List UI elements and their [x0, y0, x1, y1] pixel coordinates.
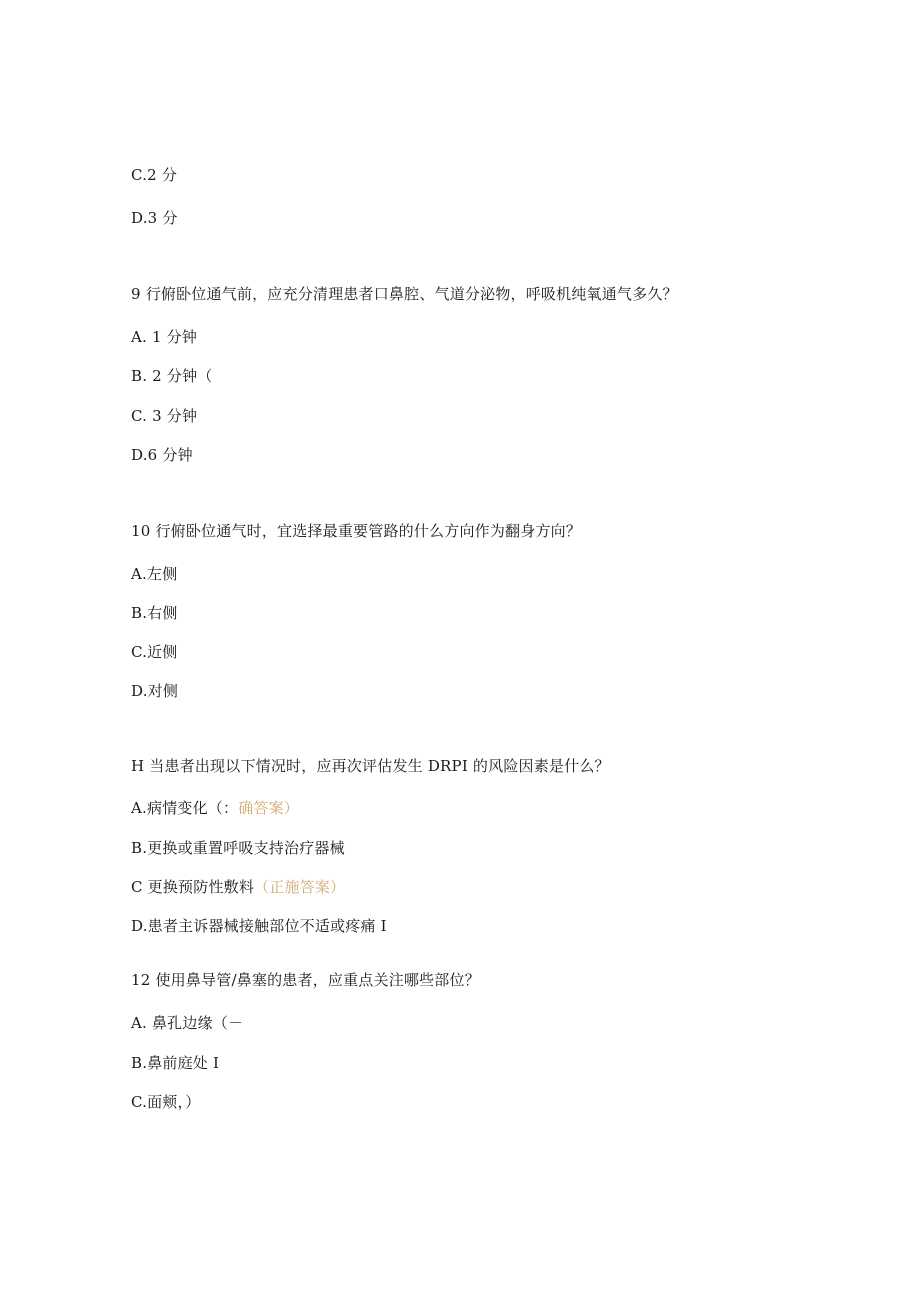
option-a-q12: A. 鼻孔边缘（－ [131, 1014, 244, 1032]
answer-annotation: 确答案） [238, 799, 300, 817]
option-c-q11 [131, 877, 345, 897]
option-b-q12: B.鼻前庭处 I [131, 1054, 220, 1072]
answer-annotation: （正施答案） [254, 878, 346, 896]
option-d-q10: D.对侧 [131, 682, 179, 700]
question-11: H 当患者出现以下情况时，应再次评估发生 DRPI 的风险因素是什么？ [131, 757, 610, 775]
option-b-q9: B. 2 分钟（ [131, 367, 213, 385]
option-c-q9: C. 3 分钟 [131, 407, 198, 425]
option-c-q8: C.2 分 [131, 166, 178, 184]
option-c-q10: C.近侧 [131, 643, 178, 661]
question-10: 10 行俯卧位通气时，宜选择最重要管路的什么方向作为翻身方向？ [131, 522, 582, 540]
option-c-q11-text: C 更换预防性敷料 [131, 878, 255, 896]
option-a-q10: A.左侧 [131, 565, 178, 583]
option-a-q11 [131, 798, 299, 818]
question-12: 12 使用鼻导管/鼻塞的患者，应重点关注哪些部位？ [131, 971, 480, 989]
option-d-q11: D.患者主诉器械接触部位不适或疼痛 I [131, 917, 387, 935]
option-b-q10: B.右侧 [131, 604, 178, 622]
option-d-q8: D.3 分 [131, 209, 178, 227]
option-a-q11-text: A.病情变化（： [131, 799, 239, 817]
option-c-q12: C.面颊，） [131, 1093, 201, 1111]
option-d-q9: D.6 分钟 [131, 446, 193, 464]
question-9: 9 行俯卧位通气前，应充分清理患者口鼻腔、气道分泌物，呼吸机纯氧通气多久？ [131, 285, 678, 303]
option-a-q9: A. 1 分钟 [131, 328, 198, 346]
option-b-q11: B.更换或重置呼吸支持治疗器械 [131, 839, 345, 857]
